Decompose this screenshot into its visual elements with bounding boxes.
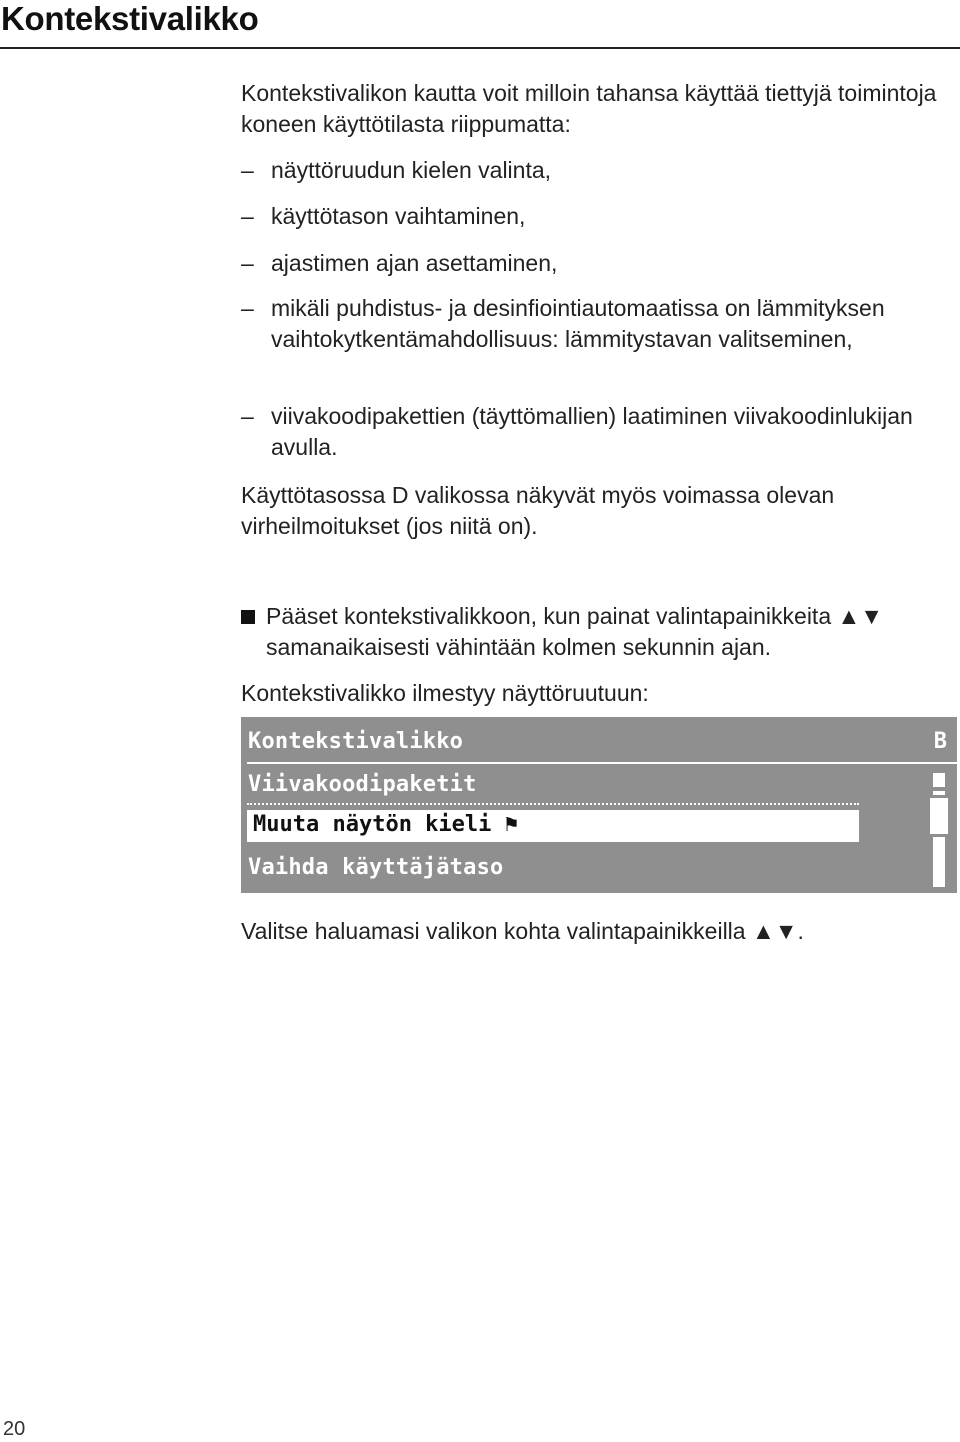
scrollbar-gap <box>933 787 945 791</box>
display-dotted-divider <box>247 803 859 805</box>
page-number: 20 <box>3 1418 26 1440</box>
display-divider <box>247 762 957 764</box>
scrollbar-thumb <box>930 795 948 837</box>
list-item-text: käyttötason vaihtaminen, <box>271 203 526 229</box>
display-caption: Kontekstivalikko ilmestyy näyttöruutuun: <box>241 680 649 706</box>
list-item-text: näyttöruudun kielen valinta, <box>271 157 552 183</box>
note-paragraph: Käyttötasossa D valikossa näkyvät myös voimassa olevan virheilmoitukset (jos niitä on). <box>241 482 835 539</box>
display-menu-item-selected: Muuta näytön kieli ⚑ <box>253 812 518 837</box>
display-scrollbar <box>933 773 945 887</box>
list-item-text: ajastimen ajan asettaminen, <box>271 250 558 276</box>
list-dash: – <box>241 295 254 321</box>
bullet-square-icon <box>241 610 255 624</box>
final-instruction: Valitse haluamasi valikon kohta valintapainikkeilla ▲▼. <box>241 918 804 944</box>
lcd-display <box>241 717 957 893</box>
list-dash: – <box>241 250 254 276</box>
display-menu-item: Vaihda käyttäjätaso <box>248 855 504 880</box>
instruction-text: Pääset kontekstivalikkoon, kun painat valintapainikkeita ▲▼ samanaikaisesti vähintään kolmen sekunnin ajan. <box>266 603 884 660</box>
display-selected-item <box>247 810 859 842</box>
list-item-text: viivakoodipakettien (täyttömallien) laatiminen viivakoodinlukijan avulla. <box>271 403 913 460</box>
display-title: Kontekstivalikko <box>248 729 464 754</box>
list-dash: – <box>241 403 254 429</box>
list-dash: – <box>241 203 254 229</box>
intro-paragraph: Kontekstivalikon kautta voit milloin tahansa käyttää tiettyjä toimintoja koneen käyttötilasta riippumatta: <box>241 80 937 137</box>
heading-rule <box>0 47 960 49</box>
list-dash: – <box>241 157 254 183</box>
display-level: B <box>933 729 947 754</box>
display-menu-item: Viivakoodipaketit <box>248 772 477 797</box>
list-item-text: mikäli puhdistus- ja desinfiointiautomaatissa on lämmityksen vaihtokytkentämahdollisuus: lämmitystavan valitseminen, <box>271 295 885 352</box>
page-title: Kontekstivalikko <box>1 0 259 37</box>
